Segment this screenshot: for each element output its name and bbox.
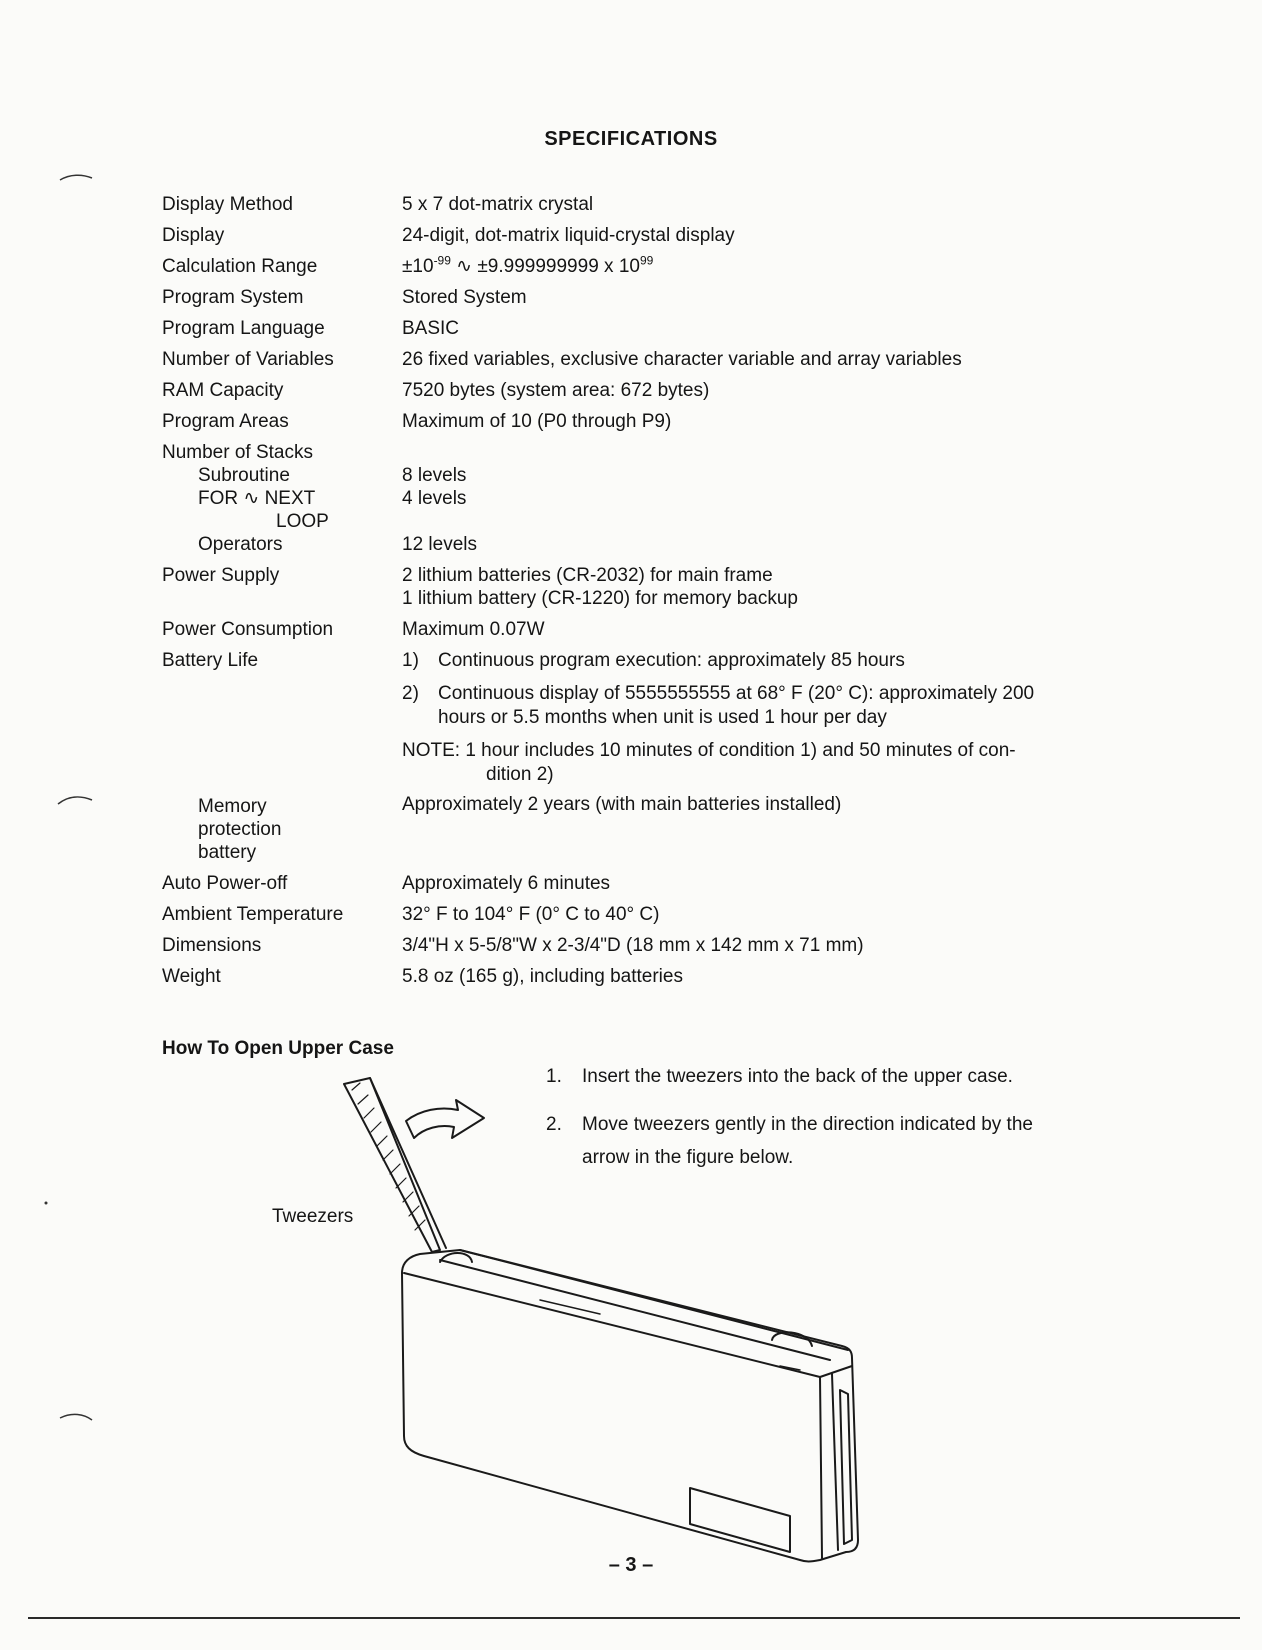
spec-value-power-supply-1: 2 lithium batteries (CR-2032) for main frame: [402, 565, 773, 586]
spec-label-weight: Weight: [162, 966, 221, 987]
battery-item-1-number: 1): [402, 650, 419, 671]
spec-label-memory-2: protection: [198, 819, 282, 840]
spec-value-power-consumption: Maximum 0.07W: [402, 619, 545, 640]
battery-note-line-1: NOTE: 1 hour includes 10 minutes of condition 1) and 50 minutes of con-: [402, 740, 1016, 761]
page-number: – 3 –: [608, 1554, 654, 1576]
step-2-line-2: arrow in the figure below.: [582, 1147, 794, 1168]
spec-value-power-supply-2: 1 lithium battery (CR-1220) for memory backup: [402, 588, 798, 609]
spec-label-subroutine: Subroutine: [198, 465, 290, 486]
spec-label-operators: Operators: [198, 534, 283, 555]
spec-label-program-system: Program System: [162, 287, 304, 308]
spec-value-ambient-temp: 32° F to 104° F (0° C to 40° C): [402, 904, 660, 925]
spec-label-program-areas: Program Areas: [162, 411, 289, 432]
direction-arrow-icon: [406, 1100, 484, 1138]
spec-label-power-consumption: Power Consumption: [162, 619, 334, 640]
spec-value-weight: 5.8 oz (165 g), including batteries: [402, 966, 683, 987]
section-heading-open-case: How To Open Upper Case: [162, 1038, 394, 1059]
battery-item-2-number: 2): [402, 683, 419, 704]
step-2-number: 2.: [546, 1114, 562, 1135]
spec-value-program-language: BASIC: [402, 318, 460, 339]
spec-label-auto-power-off: Auto Power-off: [162, 873, 288, 894]
bottom-rule: [28, 1617, 1240, 1619]
step-2-line-1: Move tweezers gently in the direction indicated by the: [582, 1114, 1033, 1135]
spec-label-memory-1: Memory: [198, 796, 267, 817]
spec-label-ambient-temp: Ambient Temperature: [162, 904, 344, 925]
scan-margin-marks: [0, 0, 120, 1650]
spec-value-dimensions: 3/4"H x 5-5/8"W x 2-3/4"D (18 mm x 142 mm x 71 mm): [402, 935, 864, 956]
step-1-number: 1.: [546, 1066, 562, 1087]
spec-label-battery-life: Battery Life: [162, 650, 259, 671]
battery-item-2-line-2: hours or 5.5 months when unit is used 1 hour per day: [438, 707, 887, 728]
spec-label-dimensions: Dimensions: [162, 935, 262, 956]
spec-label-variables: Number of Variables: [162, 349, 334, 370]
spec-value-auto-power-off: Approximately 6 minutes: [402, 873, 611, 894]
spec-label-display-method: Display Method: [162, 194, 293, 215]
spec-label-power-supply: Power Supply: [162, 565, 280, 586]
spec-value-for-next: 4 levels: [402, 488, 467, 509]
spec-value-subroutine: 8 levels: [402, 465, 467, 486]
step-1-text: Insert the tweezers into the back of the upper case.: [582, 1066, 1013, 1087]
spec-value-calc-range: $\pm 10^{-99}$ ∿ ±9.999999999 x $10^{99}$: [402, 253, 654, 277]
spec-label-loop: LOOP: [276, 511, 329, 532]
spec-value-program-system: Stored System: [402, 287, 527, 308]
battery-note-line-2: dition 2): [486, 764, 554, 785]
spec-value-ram: 7520 bytes (system area: 672 bytes): [402, 380, 710, 401]
calculator-device-icon: [402, 1250, 858, 1562]
spec-value-memory-battery: Approximately 2 years (with main batteries installed): [402, 794, 842, 815]
spec-value-display: 24-digit, dot-matrix liquid-crystal display: [402, 225, 735, 246]
spec-value-variables: 26 fixed variables, exclusive character variable and array variables: [402, 349, 962, 370]
spec-value-program-areas: Maximum of 10 (P0 through P9): [402, 411, 672, 432]
spec-label-for-next: FOR ∿ NEXT: [198, 488, 316, 509]
page-title: SPECIFICATIONS: [544, 128, 718, 150]
tweezers-icon: [344, 1078, 446, 1252]
spec-label-program-language: Program Language: [162, 318, 325, 339]
figure-label-tweezers: Tweezers: [272, 1206, 354, 1227]
spec-value-display-method: 5 x 7 dot-matrix crystal: [402, 194, 594, 215]
spec-label-stacks: Number of Stacks: [162, 442, 313, 463]
spec-label-ram: RAM Capacity: [162, 380, 284, 401]
battery-item-2-line-1: Continuous display of 5555555555 at 68° F (20° C): approximately 200: [438, 683, 1035, 704]
spec-value-operators: 12 levels: [402, 534, 477, 555]
spec-label-calc-range: Calculation Range: [162, 256, 318, 277]
spec-label-display: Display: [162, 225, 225, 246]
spec-label-memory-3: battery: [198, 842, 257, 863]
battery-item-1-text: Continuous program execution: approximately 85 hours: [438, 650, 905, 671]
